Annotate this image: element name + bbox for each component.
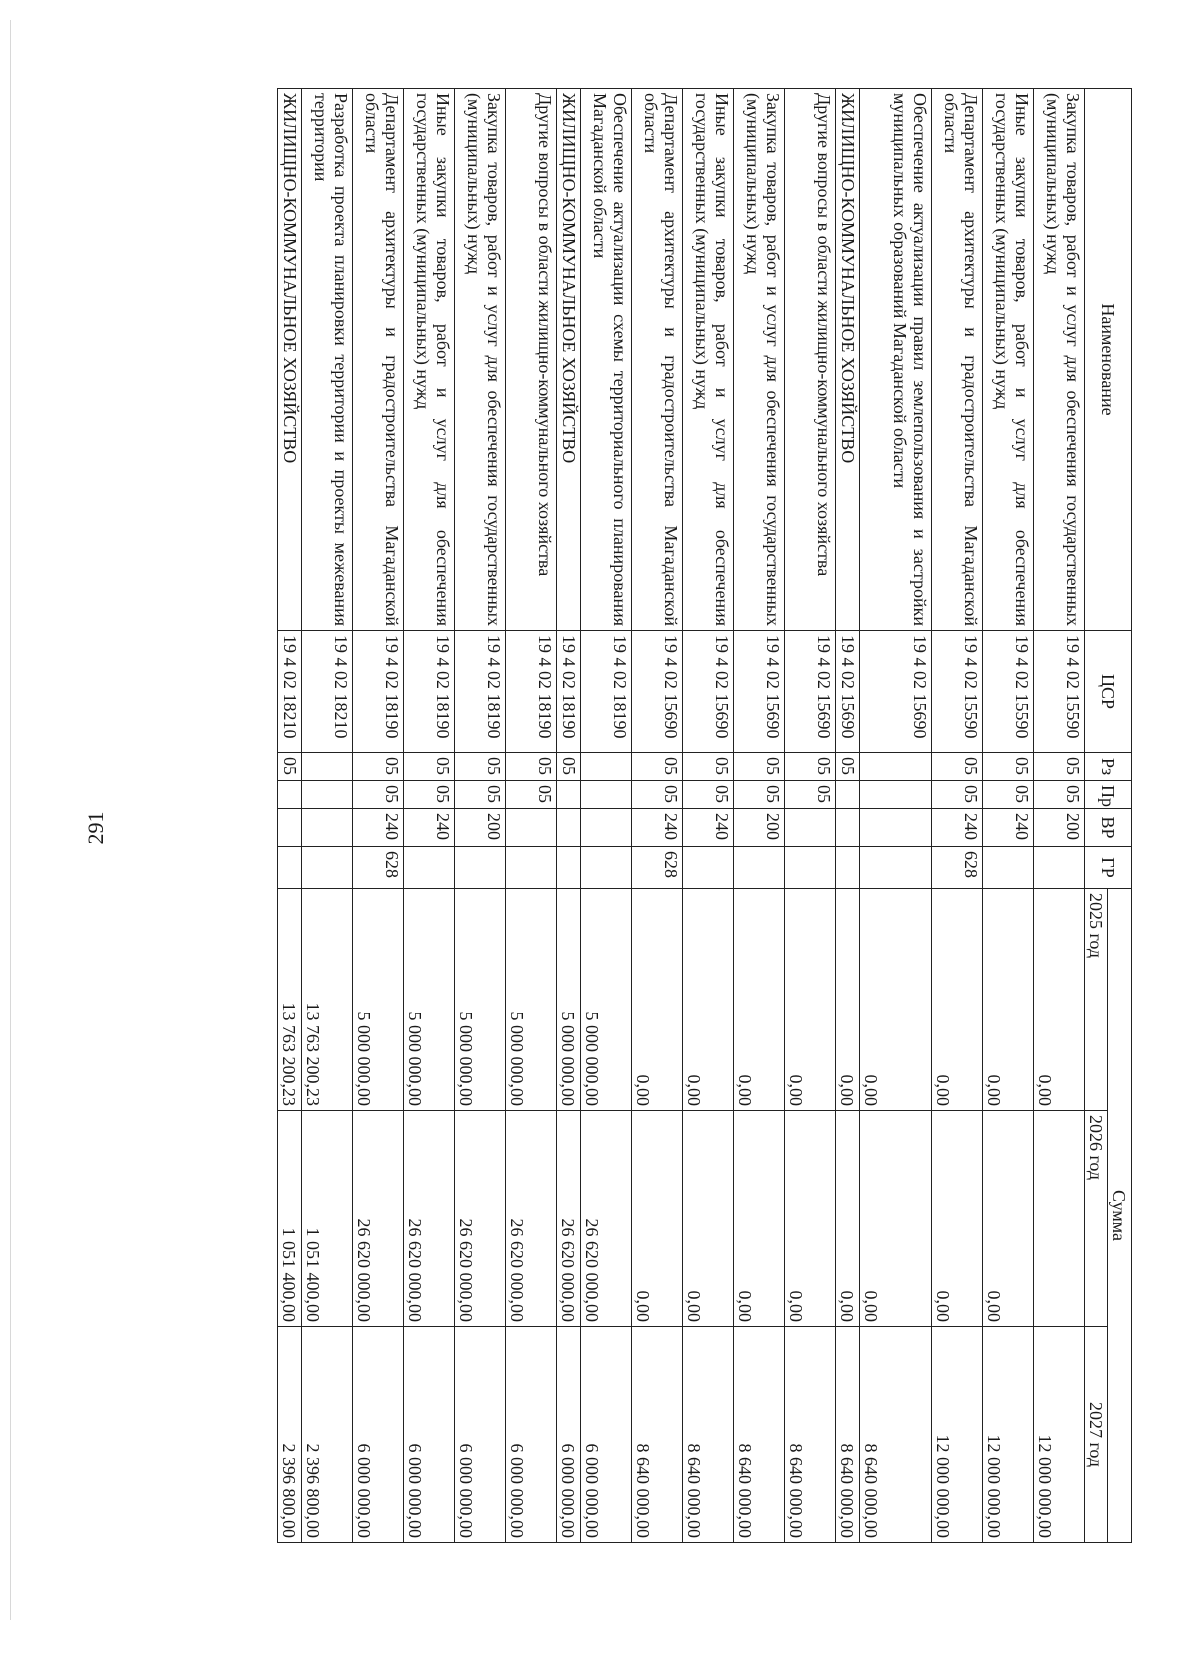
cell-name: Департамент архитектуры и градостроительства Магаданской области [932,89,983,631]
cell-name: Разработка проекта планировки территории и проекты межевания территории [302,89,353,631]
header-2025: 2025 год [1085,889,1108,1111]
cell-2027: 6 000 000,00 [506,1327,557,1543]
table-row [932,89,983,1543]
table-row [983,89,1034,1543]
table-row [278,89,302,1543]
cell-2025: 0,00 [1034,889,1085,1111]
table-row [785,89,836,1543]
cell-vr [860,809,932,847]
cell-pr [557,781,581,809]
cell-rz: 05 [785,753,836,781]
cell-vr: 200 [455,809,506,847]
header-vr: ВР [1085,809,1132,847]
table-row [860,89,932,1543]
cell-name: Иные закупки товаров, работ и услуг для обеспечения государственных (муниципальных) нужд [404,89,455,631]
cell-csr: 19 4 02 15690 [836,631,860,753]
cell-gr: 628 [632,847,683,889]
cell-gr [983,847,1034,889]
cell-rz: 05 [278,753,302,781]
cell-csr: 19 4 02 15590 [1034,631,1085,753]
cell-name: Иные закупки товаров, работ и услуг для обеспечения государственных (муниципальных) нужд [983,89,1034,631]
table-row [632,89,683,1543]
cell-2025: 0,00 [734,889,785,1111]
cell-pr [302,781,353,809]
cell-rz: 05 [632,753,683,781]
cell-2025: 0,00 [860,889,932,1111]
cell-pr: 05 [506,781,557,809]
cell-pr: 05 [734,781,785,809]
cell-2025: 0,00 [632,889,683,1111]
cell-gr [506,847,557,889]
cell-2026: 26 620 000,00 [455,1111,506,1327]
header-2027: 2027 год [1085,1327,1108,1543]
table-row [506,89,557,1543]
table-row [734,89,785,1543]
cell-2026: 26 620 000,00 [506,1111,557,1327]
rotated-table-container [182,88,1132,1542]
cell-csr: 19 4 02 18190 [404,631,455,753]
cell-2027: 6 000 000,00 [455,1327,506,1543]
cell-csr: 19 4 02 15690 [785,631,836,753]
cell-pr [581,781,632,809]
cell-vr [278,809,302,847]
cell-pr: 05 [683,781,734,809]
budget-table [277,88,1132,1543]
cell-name: ЖИЛИЩНО-КОММУНАЛЬНОЕ ХОЗЯЙСТВО [278,89,302,631]
cell-vr: 200 [734,809,785,847]
cell-name: ЖИЛИЩНО-КОММУНАЛЬНОЕ ХОЗЯЙСТВО [557,89,581,631]
cell-2027: 2 396 800,00 [302,1327,353,1543]
cell-gr [455,847,506,889]
cell-vr [557,809,581,847]
cell-2027: 12 000 000,00 [932,1327,983,1543]
cell-name: ЖИЛИЩНО-КОММУНАЛЬНОЕ ХОЗЯЙСТВО [836,89,860,631]
table-row [455,89,506,1543]
cell-vr: 240 [932,809,983,847]
cell-csr: 19 4 02 15690 [734,631,785,753]
cell-rz: 05 [455,753,506,781]
cell-name: Обеспечение актуализации правил землепользования и застройки муниципальных образований Магаданской области [860,89,932,631]
cell-pr: 05 [632,781,683,809]
cell-pr: 05 [404,781,455,809]
cell-name: Другие вопросы в области жилищно-коммунального хозяйства [506,89,557,631]
cell-gr [860,847,932,889]
cell-pr: 05 [1034,781,1085,809]
cell-vr: 240 [632,809,683,847]
cell-vr: 240 [683,809,734,847]
cell-2025: 5 000 000,00 [404,889,455,1111]
header-csr: ЦСР [1085,631,1132,753]
cell-2026: 1 051 400,00 [302,1111,353,1327]
cell-2026: 0,00 [785,1111,836,1327]
scan-edge-line [10,20,11,1620]
cell-2027: 6 000 000,00 [581,1327,632,1543]
cell-csr: 19 4 02 18210 [302,631,353,753]
cell-2027: 8 640 000,00 [785,1327,836,1543]
cell-2026: 26 620 000,00 [581,1111,632,1327]
cell-pr [278,781,302,809]
cell-rz: 05 [353,753,404,781]
cell-2025: 0,00 [785,889,836,1111]
header-name: Наименование [1085,89,1132,631]
cell-csr: 19 4 02 15690 [860,631,932,753]
cell-2025: 5 000 000,00 [455,889,506,1111]
header-2026: 2026 год [1085,1111,1108,1327]
cell-2025: 0,00 [683,889,734,1111]
cell-vr [581,809,632,847]
cell-csr: 19 4 02 18190 [557,631,581,753]
cell-2027: 12 000 000,00 [1034,1327,1085,1543]
cell-2027: 6 000 000,00 [557,1327,581,1543]
cell-vr [302,809,353,847]
cell-2025: 5 000 000,00 [506,889,557,1111]
cell-gr [836,847,860,889]
cell-2027: 8 640 000,00 [683,1327,734,1543]
cell-name: Департамент архитектуры и градостроительства Магаданской области [632,89,683,631]
cell-vr [785,809,836,847]
cell-2026: 26 620 000,00 [404,1111,455,1327]
cell-pr: 05 [455,781,506,809]
cell-2026: 0,00 [836,1111,860,1327]
table-row [353,89,404,1543]
cell-2027: 8 640 000,00 [860,1327,932,1543]
cell-rz: 05 [683,753,734,781]
cell-rz: 05 [983,753,1034,781]
cell-2025: 0,00 [836,889,860,1111]
table-row [581,89,632,1543]
cell-pr: 05 [983,781,1034,809]
cell-rz: 05 [506,753,557,781]
cell-rz [581,753,632,781]
cell-2026: 26 620 000,00 [557,1111,581,1327]
cell-2027: 12 000 000,00 [983,1327,1034,1543]
cell-gr [785,847,836,889]
cell-rz [302,753,353,781]
cell-name: Департамент архитектуры и градостроительства Магаданской области [353,89,404,631]
cell-gr [581,847,632,889]
cell-csr: 19 4 02 18190 [581,631,632,753]
cell-name: Обеспечение актуализации схемы территориального планирования Магаданской области [581,89,632,631]
cell-2027: 8 640 000,00 [632,1327,683,1543]
cell-2025: 13 763 200,23 [302,889,353,1111]
cell-pr: 05 [785,781,836,809]
cell-2025: 13 763 200,23 [278,889,302,1111]
cell-gr [1034,847,1085,889]
cell-vr [506,809,557,847]
cell-rz: 05 [734,753,785,781]
table-row [683,89,734,1543]
cell-2025: 0,00 [983,889,1034,1111]
cell-rz [860,753,932,781]
cell-csr: 19 4 02 15690 [683,631,734,753]
cell-rz: 05 [932,753,983,781]
cell-name: Иные закупки товаров, работ и услуг для обеспечения государственных (муниципальных) нужд [683,89,734,631]
cell-name: Закупка товаров, работ и услуг для обеспечения государственных (муниципальных) нужд [455,89,506,631]
cell-2026 [1034,1111,1085,1327]
header-pr: Пр [1085,781,1132,809]
cell-pr: 05 [932,781,983,809]
cell-gr [557,847,581,889]
cell-2025: 0,00 [932,889,983,1111]
cell-2027: 6 000 000,00 [353,1327,404,1543]
cell-2026: 1 051 400,00 [278,1111,302,1327]
cell-name: Закупка товаров, работ и услуг для обеспечения государственных (муниципальных) нужд [1034,89,1085,631]
cell-rz: 05 [1034,753,1085,781]
cell-2026: 0,00 [932,1111,983,1327]
header-rz: Рз [1085,753,1132,781]
cell-vr: 200 [1034,809,1085,847]
cell-2026: 0,00 [860,1111,932,1327]
cell-csr: 19 4 02 18190 [506,631,557,753]
cell-name: Другие вопросы в области жилищно-коммунального хозяйства [785,89,836,631]
cell-rz: 05 [404,753,455,781]
page-number: 291 [83,811,108,845]
cell-2026: 0,00 [983,1111,1034,1327]
cell-2026: 26 620 000,00 [353,1111,404,1327]
cell-vr: 240 [404,809,455,847]
cell-vr [836,809,860,847]
cell-vr: 240 [983,809,1034,847]
cell-rz: 05 [557,753,581,781]
cell-pr [860,781,932,809]
table-row [836,89,860,1543]
cell-2025: 5 000 000,00 [581,889,632,1111]
cell-gr: 628 [353,847,404,889]
cell-2027: 8 640 000,00 [836,1327,860,1543]
cell-2025: 5 000 000,00 [557,889,581,1111]
header-sum: Сумма [1108,889,1132,1543]
header-gr: ГР [1085,847,1132,889]
cell-2025: 5 000 000,00 [353,889,404,1111]
cell-name: Закупка товаров, работ и услуг для обеспечения государственных (муниципальных) нужд [734,89,785,631]
table-row [404,89,455,1543]
cell-vr: 240 [353,809,404,847]
cell-csr: 19 4 02 18190 [455,631,506,753]
cell-csr: 19 4 02 15690 [632,631,683,753]
table-row [557,89,581,1543]
cell-csr: 19 4 02 15590 [983,631,1034,753]
cell-gr [302,847,353,889]
cell-gr [683,847,734,889]
cell-gr [734,847,785,889]
cell-2027: 2 396 800,00 [278,1327,302,1543]
cell-2026: 0,00 [632,1111,683,1327]
table-row [1034,89,1085,1543]
cell-gr [278,847,302,889]
table-row [302,89,353,1543]
cell-2027: 8 640 000,00 [734,1327,785,1543]
cell-pr: 05 [353,781,404,809]
cell-pr [836,781,860,809]
cell-csr: 19 4 02 15590 [932,631,983,753]
cell-gr [404,847,455,889]
cell-2026: 0,00 [683,1111,734,1327]
cell-2027: 6 000 000,00 [404,1327,455,1543]
cell-2026: 0,00 [734,1111,785,1327]
cell-rz: 05 [836,753,860,781]
cell-csr: 19 4 02 18210 [278,631,302,753]
cell-gr: 628 [932,847,983,889]
cell-csr: 19 4 02 18190 [353,631,404,753]
